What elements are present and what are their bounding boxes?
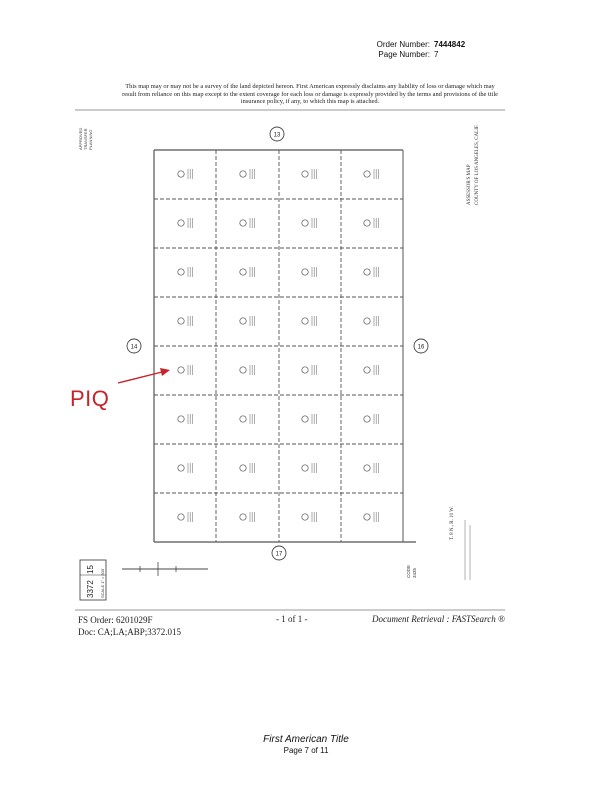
- book-page-box: [80, 560, 106, 600]
- document-retrieval: Document Retrieval : FASTSearch ®: [372, 614, 505, 624]
- parcel-markers: [178, 169, 379, 522]
- parcel-circle: [178, 220, 184, 226]
- book-label: 3372: [86, 580, 95, 598]
- parcel-circle: [178, 367, 184, 373]
- parcel-circle: [364, 171, 370, 177]
- piq-marker: PIQ: [70, 386, 110, 411]
- parcel-circle: [240, 465, 246, 471]
- parcel-circle: [240, 318, 246, 324]
- parcel-circle: [240, 367, 246, 373]
- parcel-circle: [364, 416, 370, 422]
- fs-order-block: [78, 614, 181, 638]
- right-circle-label: 16: [417, 344, 425, 351]
- parcel-circle: [178, 269, 184, 275]
- parcel-circle: [302, 416, 308, 422]
- parcel-circle: [302, 514, 308, 520]
- left-circle-label: 14: [130, 344, 138, 351]
- stamp-text-2: TRANSFER: [83, 128, 88, 150]
- parcel-circle: [178, 514, 184, 520]
- map-disclaimer: This map may or may not be a survey of the land depicted hereon. First American expressly disclaims any liability of loss or damage which may result from reliance on this map except to the extent coverage for each loss or damage is expressly provided by the terms and provisions of the title insurance policy, if any, to which this map is attached.: [122, 83, 498, 106]
- parcel-circle: [302, 220, 308, 226]
- order-number-label: Order Number:: [376, 40, 430, 49]
- parcel-circle: [364, 514, 370, 520]
- parcel-circle: [364, 220, 370, 226]
- right-heading-2: COUNTY OF LOS ANGELES, CALIF.: [475, 124, 480, 205]
- parcel-circle: [178, 318, 184, 324]
- stamp-text-1: APPROVED: [78, 127, 83, 150]
- parcel-grid: [154, 150, 416, 542]
- parcel-circle: [302, 171, 308, 177]
- parcel-circle: [240, 416, 246, 422]
- code-label: CODE: [406, 564, 411, 578]
- parcel-circle: [302, 269, 308, 275]
- company-name: First American Title: [263, 734, 349, 745]
- page-number-label: Page Number:: [378, 50, 430, 59]
- scale-label: SCALE 1" = 300': [100, 568, 105, 598]
- parcel-circle: [178, 416, 184, 422]
- order-number-value: 7444842: [434, 40, 466, 49]
- parcel-circle: [178, 171, 184, 177]
- doc-reference: Doc: CA;LA;ABP;3372.015: [78, 627, 182, 637]
- top-circle-label: 13: [273, 132, 281, 139]
- parcel-circle: [364, 465, 370, 471]
- parcel-circle: [302, 318, 308, 324]
- approval-stamp: [78, 128, 93, 150]
- piq-arrow: [118, 368, 170, 383]
- page-number-value: 7: [434, 50, 439, 59]
- page-of: - 1 of 1 -: [276, 614, 308, 624]
- parcel-circle: [302, 465, 308, 471]
- map-circle-labels: [127, 127, 428, 560]
- bottom-circle-label: 17: [275, 551, 283, 558]
- stamp-text-3: PLANNING: [88, 129, 93, 150]
- page-footer: [0, 734, 612, 756]
- parcel-circle: [302, 367, 308, 373]
- township-label: T. 8 N., R. 10 W.: [450, 506, 455, 540]
- parcel-circle: [240, 514, 246, 520]
- parcel-circle: [240, 171, 246, 177]
- parcel-circle: [364, 318, 370, 324]
- page-count: Page 7 of 11: [283, 746, 329, 755]
- right-heading-1: ASSESSOR'S MAP: [467, 164, 472, 205]
- parcel-circle: [364, 367, 370, 373]
- parcel-circle: [364, 269, 370, 275]
- code-value: 3435: [412, 567, 417, 578]
- parcel-circle: [240, 220, 246, 226]
- page-label-vertical: 15: [86, 565, 95, 574]
- parcel-circle: [178, 465, 184, 471]
- fs-order: FS Order: 6201029F: [78, 615, 153, 625]
- parcel-circle: [240, 269, 246, 275]
- scale-bar: [122, 562, 208, 576]
